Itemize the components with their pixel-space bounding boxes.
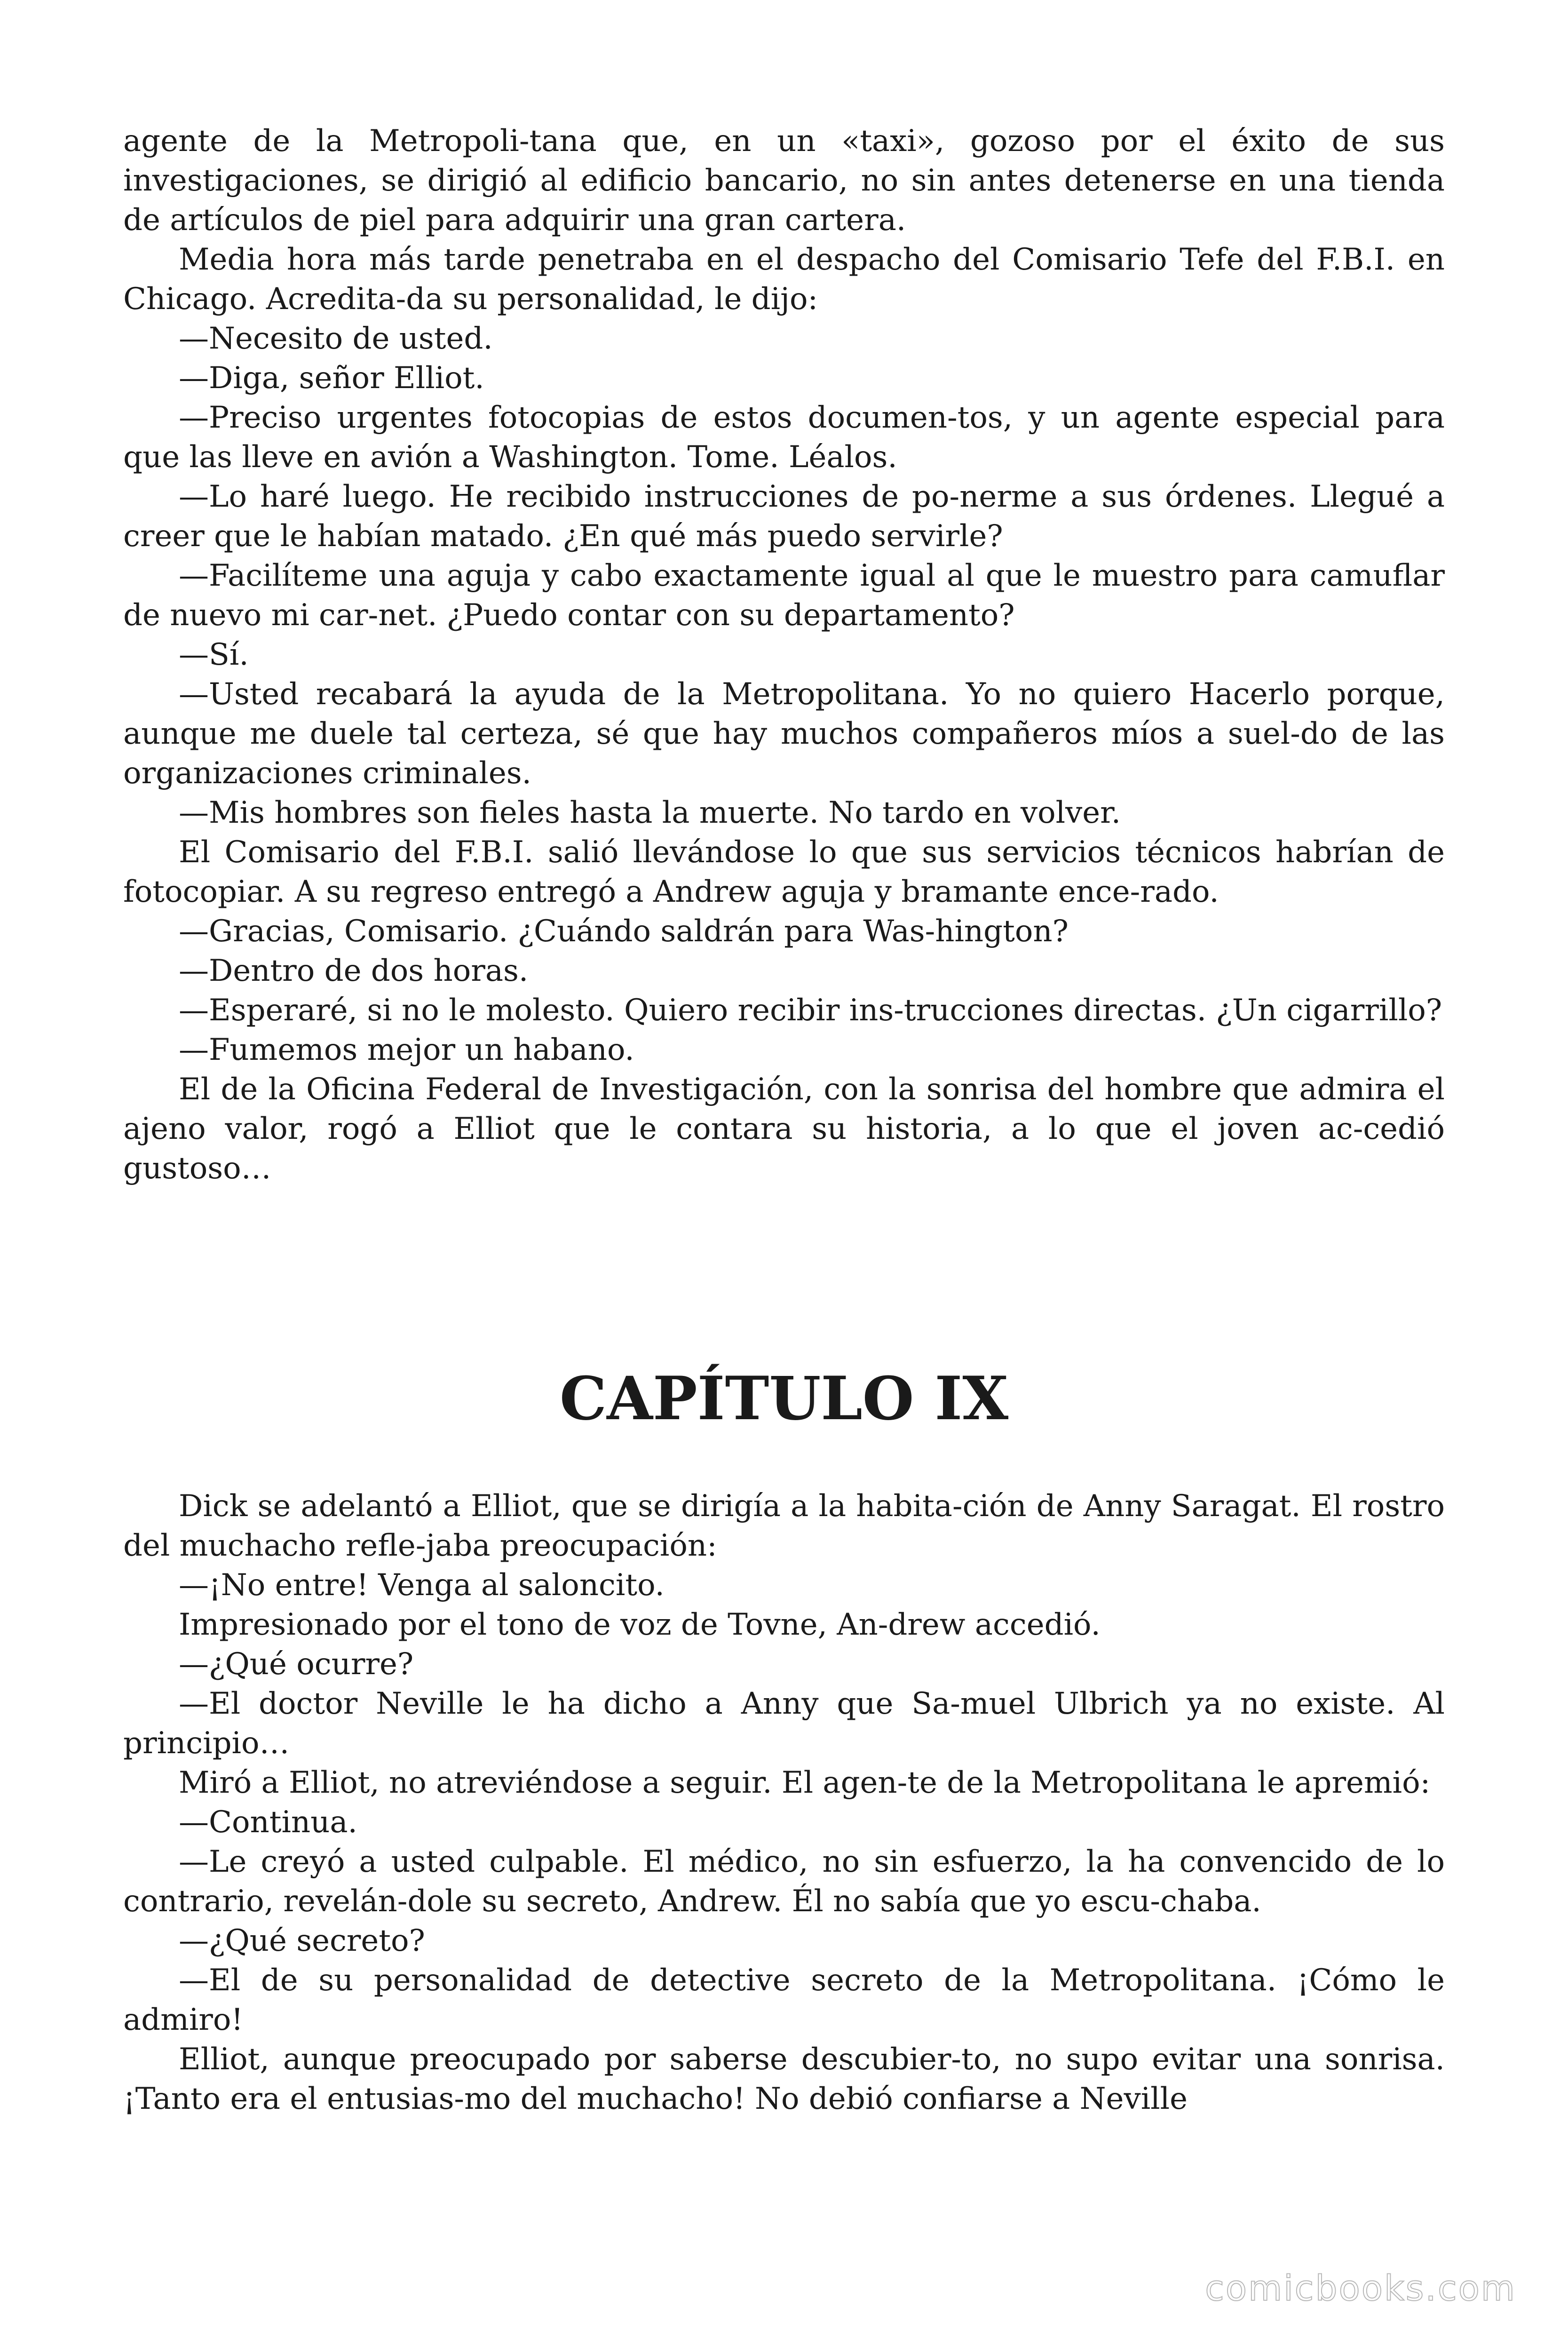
paragraph: —Facilíteme una aguja y cabo exactamente igual al que le muestro para camuflar de nuevo mi car-net. ¿Puedo contar con su departamento? xyxy=(123,558,1445,633)
paragraph: —¿Qué ocurre? xyxy=(179,1647,414,1682)
paragraph: Media hora más tarde penetraba en el despacho del Comisario Tefe del F.B.I. en Chicago. Acredita-da su personalidad, le dijo: xyxy=(123,242,1445,317)
paragraph: —Continua. xyxy=(179,1805,357,1840)
paragraph: —Fumemos mejor un habano. xyxy=(179,1033,634,1067)
paragraph: —¡No entre! Venga al saloncito. xyxy=(179,1568,665,1603)
watermark-logo: comicbooks.com xyxy=(1205,2268,1516,2309)
paragraph: —Necesito de usted. xyxy=(179,321,493,356)
book-page xyxy=(123,121,1445,2119)
paragraph: —¿Qué secreto? xyxy=(179,1923,425,1958)
paragraph: —El de su personalidad de detective secreto de la Metropolitana. ¡Cómo le admiro! xyxy=(123,1963,1445,2037)
paragraph: —Le creyó a usted culpable. El médico, no sin esfuerzo, la ha convencido de lo contrario, revelán-dole su secreto, Andrew. Él no sabía que yo escu-chaba. xyxy=(123,1844,1445,1919)
chapter-title: CAPÍTULO IX xyxy=(559,1364,1009,1433)
paragraph: —Sí. xyxy=(179,637,249,672)
text-block-chapter-body xyxy=(123,1486,1445,2119)
paragraph: Miró a Elliot, no atreviéndose a seguir. El agen-te de la Metropolitana le apremió: xyxy=(179,1765,1431,1800)
paragraph: Elliot, aunque preocupado por saberse descubier-to, no supo evitar una sonrisa. ¡Tanto era el entusias-mo del muchacho! No debió confiarse a Neville xyxy=(123,2042,1445,2116)
paragraph: Dick se adelantó a Elliot, que se dirigía a la habita-ción de Anny Saragat. El rostro del muchacho refle-jaba preocupación: xyxy=(123,1489,1445,1563)
paragraph: —Gracias, Comisario. ¿Cuándo saldrán para Was-hington? xyxy=(179,914,1069,949)
paragraph: —Usted recabará la ayuda de la Metropolitana. Yo no quiero Hacerlo porque, aunque me duele tal certeza, sé que hay muchos compañeros míos a suel-do de las organizaciones criminales. xyxy=(123,677,1445,791)
paragraph: —El doctor Neville le ha dicho a Anny que Sa-muel Ulbrich ya no existe. Al principio… xyxy=(123,1686,1445,1761)
paragraph: —Preciso urgentes fotocopias de estos documen-tos, y un agente especial para que las lleve en avión a Washington. Tome. Léalos. xyxy=(123,400,1445,475)
paragraph: El de la Oficina Federal de Investigación, con la sonrisa del hombre que admira el ajeno valor, rogó a Elliot que le contara su historia, a lo que el joven ac-cedió gustoso… xyxy=(123,1072,1445,1186)
paragraph: —Esperaré, si no le molesto. Quiero recibir ins-trucciones directas. ¿Un cigarrillo? xyxy=(179,993,1442,1028)
paragraph: —Dentro de dos horas. xyxy=(179,954,529,988)
paragraph: —Diga, señor Elliot. xyxy=(179,361,484,396)
paragraph: Impresionado por el tono de voz de Tovne, An-drew accedió. xyxy=(179,1607,1101,1642)
paragraph: —Mis hombres son fieles hasta la muerte. No tardo en volver. xyxy=(179,795,1121,830)
paragraph: El Comisario del F.B.I. salió llevándose lo que sus servicios técnicos habrían de fotocopiar. A su regreso entregó a Andrew aguja y bramante ence-rado. xyxy=(123,835,1445,909)
paragraph: agente de la Metropoli-tana que, en un «taxi», gozoso por el éxito de sus investigaciones, se dirigió al edificio bancario, no sin antes detenerse en una tienda de artículos de piel para adquirir una gran cartera. xyxy=(123,124,1445,238)
text-block-before-chapter xyxy=(123,121,1445,1188)
paragraph: —Lo haré luego. He recibido instrucciones de po-nerme a sus órdenes. Llegué a creer que le habían matado. ¿En qué más puedo servirle? xyxy=(123,479,1445,554)
